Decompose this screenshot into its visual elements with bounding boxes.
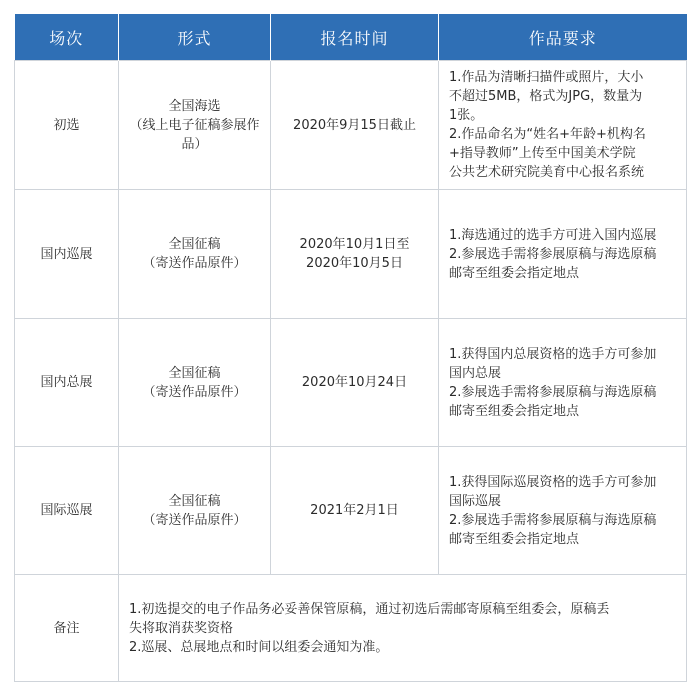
time-cell [271, 447, 439, 575]
requirement-line: 1张。 [449, 108, 484, 123]
requirements-cell [439, 190, 687, 319]
requirement-line: 1.获得国际巡展资格的选手方可参加 [449, 474, 657, 490]
requirements-cell [439, 447, 687, 575]
note-line: 2.巡展、总展地点和时间以组委会通知为准。 [129, 639, 389, 655]
requirement-line: 1.获得国内总展资格的选手方可参加 [449, 346, 657, 362]
requirement-line: 2.参展选手需将参展原稿与海选原稿 [449, 246, 657, 262]
requirement-line: 1.海选通过的选手方可进入国内巡展 [449, 227, 657, 243]
form-note: （寄送作品原件） [142, 512, 247, 528]
requirement-line: 邮寄至组委会指定地点 [449, 403, 580, 419]
time-line: 2020年9月15日截止 [293, 117, 416, 133]
table-header-row [15, 14, 687, 61]
table-row [15, 190, 687, 319]
time-line: 2020年10月1日至 [299, 237, 410, 252]
requirement-line: 国际巡展 [449, 493, 502, 509]
schedule-table-container [14, 14, 686, 682]
form-cell [119, 447, 271, 575]
requirement-line: 1.作品为清晰扫描件或照片，大小 [449, 70, 644, 85]
time-line: 2021年2月1日 [310, 503, 399, 518]
notes-label: 备注 [15, 575, 119, 682]
requirement-line: 邮寄至组委会指定地点 [449, 265, 580, 281]
form-cell [119, 190, 271, 319]
notes-row [15, 575, 687, 682]
form-note: （寄送作品原件） [142, 384, 247, 400]
form-line: 全国征稿 [168, 237, 221, 252]
time-cell [271, 61, 439, 190]
form-line: 全国海选 [168, 98, 221, 114]
time-line: 2020年10月24日 [301, 375, 408, 390]
requirement-line: 2.作品命名为“姓名+年龄+机构名 [449, 127, 646, 142]
form-line: 全国征稿 [168, 493, 221, 509]
time-cell [271, 319, 439, 447]
requirements-cell [439, 319, 687, 447]
table-row [15, 319, 687, 447]
requirements-cell [439, 61, 687, 190]
note-line: 失将取消获奖资格 [129, 620, 234, 636]
requirement-line: 国内总展 [449, 365, 502, 381]
form-note: （线上电子征稿参展作品） [129, 117, 260, 152]
table-row [15, 61, 687, 190]
table-row [15, 447, 687, 575]
requirement-line: 2.参展选手需将参展原稿与海选原稿 [449, 512, 657, 528]
schedule-table [14, 14, 687, 682]
requirement-line: +指导教师”上传至中国美术学院 [449, 146, 636, 161]
form-cell [119, 61, 271, 190]
requirement-line: 2.参展选手需将参展原稿与海选原稿 [449, 384, 657, 400]
header-requirements: 作品要求 [439, 14, 687, 61]
header-registration-time: 报名时间 [271, 14, 439, 61]
header-stage: 场次 [15, 14, 119, 61]
stage-cell: 初选 [15, 61, 119, 190]
header-form: 形式 [119, 14, 271, 61]
time-cell [271, 190, 439, 319]
notes-cell [119, 575, 687, 682]
requirement-line: 公共艺术研究院美育中心报名系统 [449, 165, 645, 180]
requirement-line: 不超过5MB，格式为JPG，数量为 [449, 89, 643, 104]
form-cell [119, 319, 271, 447]
stage-cell: 国内巡展 [15, 190, 119, 319]
requirement-line: 邮寄至组委会指定地点 [449, 531, 580, 547]
stage-cell: 国际巡展 [15, 447, 119, 575]
form-note: （寄送作品原件） [142, 256, 247, 271]
note-line: 1.初选提交的电子作品务必妥善保管原稿，通过初选后需邮寄原稿至组委会，原稿丢 [129, 601, 610, 617]
form-line: 全国征稿 [168, 365, 221, 381]
time-line: 2020年10月5日 [306, 256, 403, 271]
stage-cell: 国内总展 [15, 319, 119, 447]
